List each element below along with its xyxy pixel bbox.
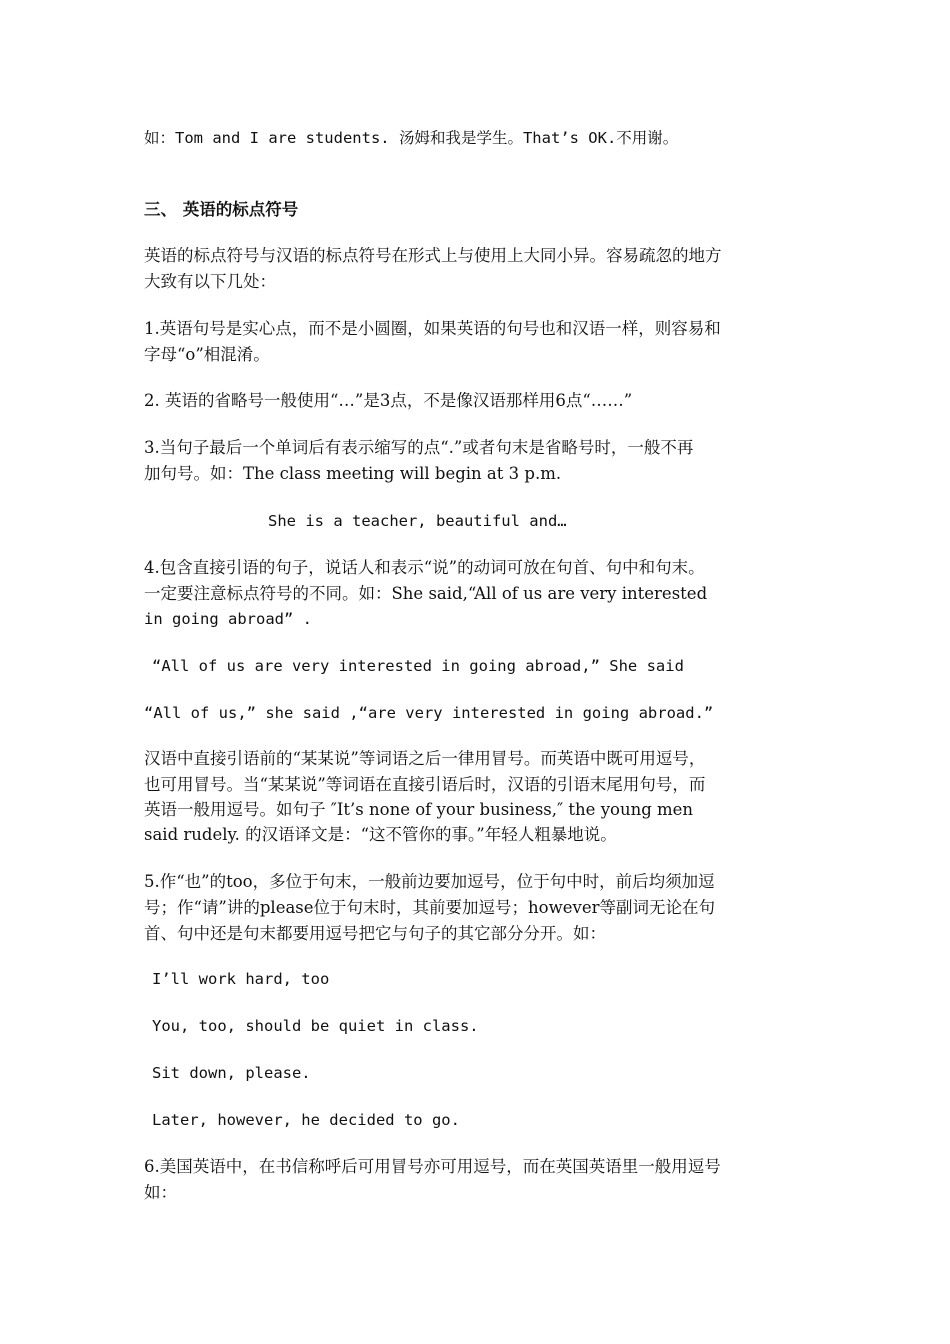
example-line: “All of us,” she said ,“are very interested in going abroad.” bbox=[144, 704, 714, 722]
example-line: “All of us are very interested in going abroad,” She said bbox=[152, 657, 684, 675]
item-5-line: 5.作“也”的too，多位于句末，一般前边要加逗号，位于句中时，前后均须加逗 bbox=[144, 872, 715, 891]
item-4-line: 一定要注意标点符号的不同。如：She said,“All of us are very interested bbox=[144, 584, 708, 603]
paragraph-line: 英语的标点符号与汉语的标点符号在形式上与使用上大同小异。容易疏忽的地方 bbox=[144, 246, 722, 265]
item-1-line: 1.英语句号是实心点，而不是小圆圈，如果英语的句号也和汉语一样，则容易和 bbox=[144, 319, 721, 338]
section-heading: 三、 英语的标点符号 bbox=[144, 200, 299, 219]
example-line: You, too, should be quiet in class. bbox=[152, 1017, 479, 1035]
example-line: Sit down, please. bbox=[152, 1064, 311, 1082]
paragraph-line: 英语一般用逗号。如句子 ″It’s none of your business,″ the young men bbox=[144, 800, 694, 819]
paragraph-line: 汉语中直接引语前的“某某说”等词语之后一律用冒号。而英语中既可用逗号， bbox=[144, 749, 706, 768]
paragraph-line: 大致有以下几处： bbox=[144, 272, 276, 291]
example-line: She is a teacher, beautiful and… bbox=[268, 512, 567, 530]
item-6-line: 如： bbox=[144, 1183, 177, 1202]
item-3-line: 3.当句子最后一个单词后有表示缩写的点“.”或者句末是省略号时，一般不再 bbox=[144, 438, 694, 457]
paragraph-line: said rudely. 的汉语译文是：“这不管你的事。”年轻人粗暴地说。 bbox=[144, 825, 617, 844]
item-5-line: 首、句中还是句末都要用逗号把它与句子的其它部分分开。如： bbox=[144, 924, 606, 943]
intro-line: 如：Tom and I are students. 汤姆和我是学生。That’s OK.不用谢。 bbox=[144, 129, 679, 147]
paragraph-line: 也可用冒号。当“某某说”等词语在直接引语后时，汉语的引语末尾用句号，而 bbox=[144, 775, 706, 794]
example-line: I’ll work hard, too bbox=[152, 970, 330, 988]
item-4-line: 4.包含直接引语的句子，说话人和表示“说”的动词可放在句首、句中和句末。 bbox=[144, 558, 705, 577]
item-2-line: 2. 英语的省略号一般使用“…”是3点，不是像汉语那样用6点“……” bbox=[144, 391, 633, 410]
example-line: Later, however, he decided to go. bbox=[152, 1111, 460, 1129]
item-6-line: 6.美国英语中，在书信称呼后可用冒号亦可用逗号，而在英国英语里一般用逗号 bbox=[144, 1157, 721, 1176]
item-5-line: 号；作“请”讲的please位于句末时，其前要加逗号；however等副词无论在句 bbox=[144, 898, 715, 917]
item-4-line: in going abroad” . bbox=[144, 610, 312, 628]
item-1-line: 字母“o”相混淆。 bbox=[144, 345, 270, 364]
item-3-line: 加句号。如：The class meeting will begin at 3 p.m. bbox=[144, 464, 562, 483]
